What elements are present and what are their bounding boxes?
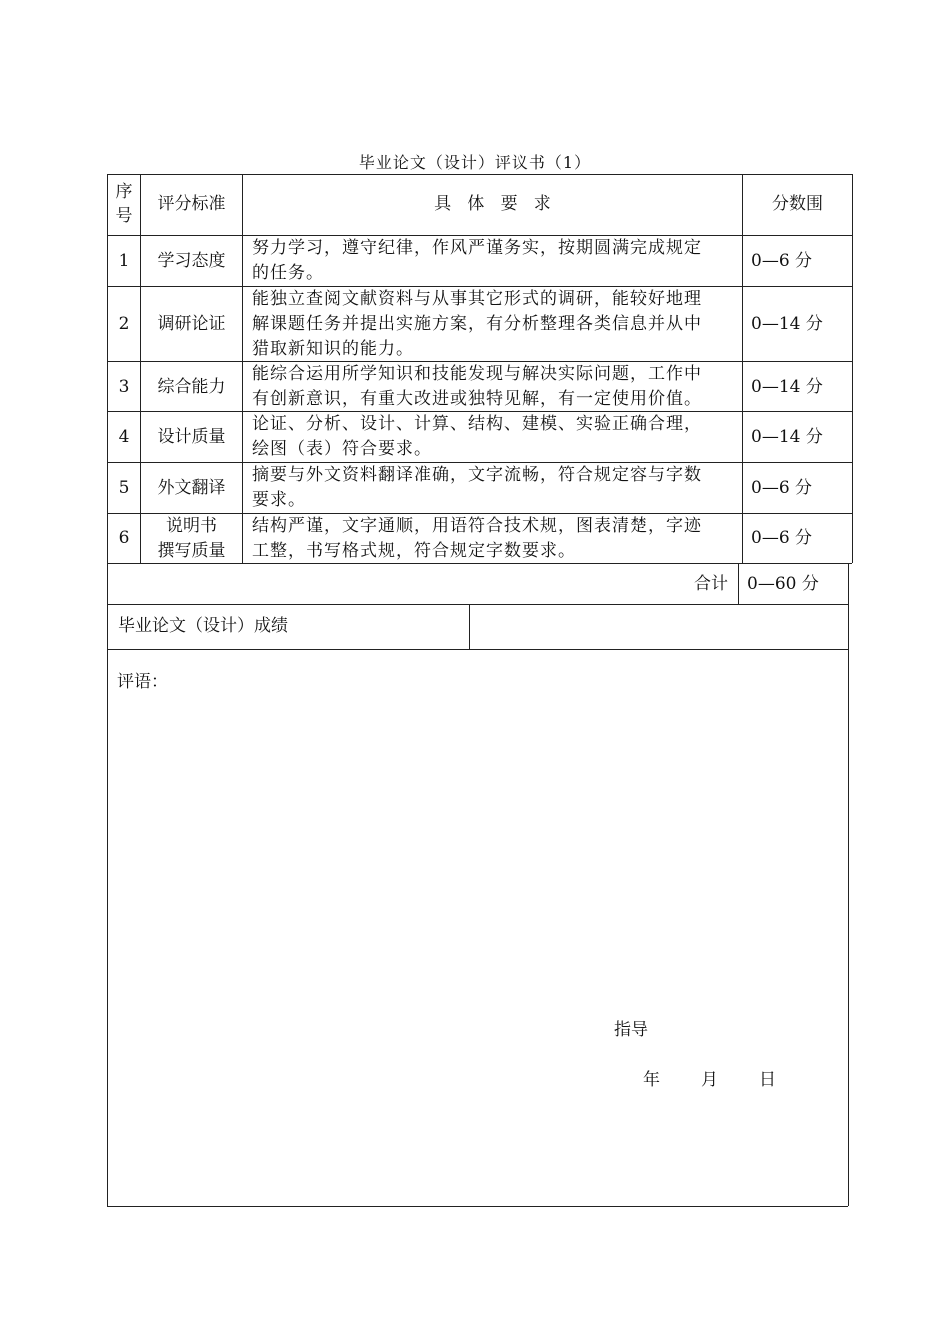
requirement-line: 绘图（表）符合要求。: [252, 439, 432, 459]
page-title: 毕业论文（设计）评议书（1）: [358, 153, 592, 172]
column-divider: [242, 174, 243, 563]
requirement-line: 论证、分析、设计、计算、结构、建模、实验正确合理，: [252, 414, 702, 434]
column-divider: [742, 174, 743, 563]
row-requirements: [252, 463, 702, 513]
requirement-line: 的任务。: [252, 263, 324, 283]
requirement-line: 解课题任务并提出实施方案，有分析整理各类信息并从中: [252, 314, 702, 334]
row-score: 0—14 分: [751, 314, 823, 334]
row-score: 0—6 分: [751, 528, 813, 548]
criteria-line: 说明书: [166, 516, 217, 536]
row-score: 0—14 分: [751, 377, 823, 397]
table-border-right: [852, 174, 853, 563]
requirement-line: 能综合运用所学知识和技能发现与解决实际问题，工作中: [252, 364, 702, 384]
row-score: 0—6 分: [751, 251, 813, 271]
row-criteria: 调研论证: [157, 314, 226, 334]
row-criteria: 学习态度: [157, 251, 226, 271]
table-border-bottom: [107, 1206, 848, 1207]
row-number: 1: [118, 251, 130, 271]
row-requirements: [252, 412, 702, 462]
row-criteria: 设计质量: [157, 427, 226, 447]
row-number: 2: [118, 314, 130, 334]
date-day: 日: [759, 1070, 776, 1090]
comments-label: 评语：: [117, 672, 168, 692]
row-requirements: [252, 287, 702, 362]
grade-label: 毕业论文（设计）成绩: [118, 616, 288, 636]
grade-value-field[interactable]: [480, 614, 840, 639]
row-number: 6: [118, 528, 130, 548]
requirement-line: 摘要与外文资料翻译准确，文字流畅，符合规定容与字数: [252, 465, 702, 485]
requirement-line: 猎取新知识的能力。: [252, 339, 414, 359]
row-criteria: 综合能力: [157, 377, 226, 397]
header-seq: [108, 180, 140, 228]
row-score: 0—14 分: [751, 427, 823, 447]
date-year: 年: [643, 1070, 660, 1090]
table-border-right: [848, 563, 849, 1206]
requirement-line: 有创新意识，有重大改进或独特见解，有一定使用价值。: [252, 389, 702, 409]
row-requirements: [252, 514, 702, 564]
row-requirements: [252, 362, 702, 412]
table-border-top: [107, 174, 852, 175]
requirement-line: 能独立查阅文献资料与从事其它形式的调研，能较好地理: [252, 289, 702, 309]
row-number: 4: [118, 427, 130, 447]
row-number: 3: [118, 377, 130, 397]
row-score: 0—6 分: [751, 478, 813, 498]
row-criteria: 外文翻译: [157, 478, 226, 498]
header-seq-line: 号: [115, 206, 133, 226]
row-number: 5: [118, 478, 130, 498]
total-score: 0—60 分: [747, 574, 819, 594]
criteria-line: 撰写质量: [157, 541, 226, 561]
requirement-line: 结构严谨，文字通顺，用语符合技术规，图表清楚，字迹: [252, 516, 702, 536]
header-seq-line: 序: [115, 182, 133, 202]
total-label: 合计: [694, 574, 728, 594]
header-requirements: 具 体 要 求: [434, 194, 551, 214]
date-month: 月: [701, 1070, 718, 1090]
row-divider: [107, 604, 848, 605]
column-divider: [469, 604, 470, 649]
advisor-label: 指导: [614, 1020, 648, 1040]
header-criteria: 评分标准: [157, 194, 226, 214]
header-score-range: 分数围: [772, 194, 823, 214]
requirement-line: 努力学习，遵守纪律，作风严谨务实，按期圆满完成规定: [252, 238, 702, 258]
row-criteria: [141, 514, 242, 564]
column-divider: [140, 174, 141, 563]
column-divider: [738, 563, 739, 604]
requirement-line: 工整，书写格式规，符合规定字数要求。: [252, 541, 576, 561]
row-divider: [107, 649, 848, 650]
requirement-line: 要求。: [252, 490, 306, 510]
row-requirements: [252, 236, 702, 286]
